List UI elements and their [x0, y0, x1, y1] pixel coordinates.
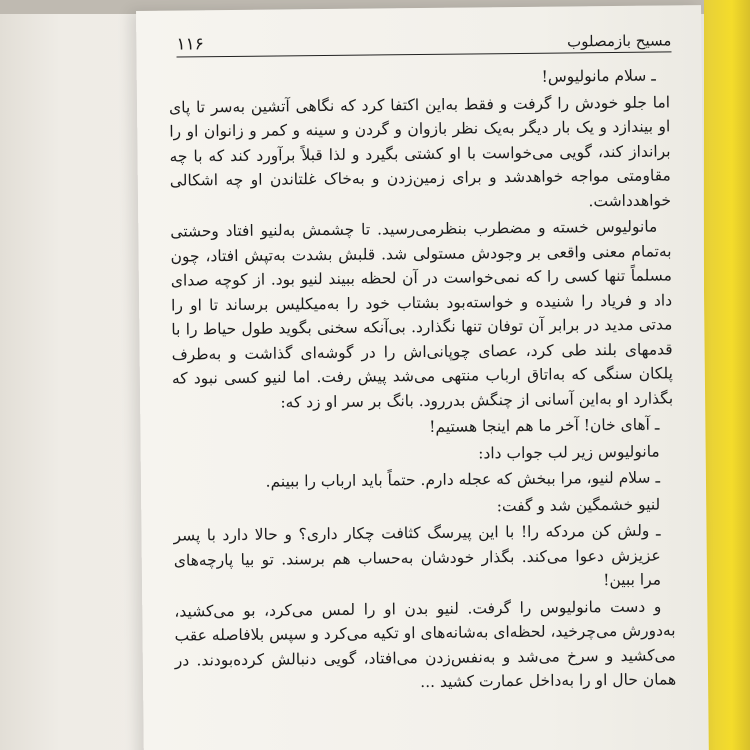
page-header [176, 19, 671, 57]
paragraph: ـ ولش کن مردکه را! با این پیرسگ کثافت چکار داری؟ و حالا دارد با پسر عزیزش دعوا می‌کند. بگذار خودشان به‌حساب هم برسند. تو بیا پارچه‌های مرا ببین! [173, 521, 662, 590]
paragraph: اما جلو خودش را گرفت و فقط به‌این اکتفا کرد که نگاهی آتشین به‌سر تا پای او بیندازد و یک بار دیگر به‌یک نظر بازوان و گردن و سینه و کمر و زانوان او را برانداز کند، گویی می‌خواست با او کشتی بگیرد و لذا قبلاً برآورد کند که با چه مقاومتی مواجه خواهدشد و برای زمین‌زدن و به‌خاک غلتاندن او چه اشکالی خواهدداشت. [168, 92, 672, 210]
page-body [169, 63, 677, 699]
yellow-book-edge [704, 0, 750, 750]
paragraph: ـ آهای خان! آخر ما هم اینجا هستیم! [429, 415, 660, 436]
page-number: ۱۱۶ [176, 34, 204, 55]
paragraph: و دست مانولیوس را گرفت. لنیو بدن او را لمس می‌کرد، بو می‌کشید، به‌دورش می‌چرخید، لحظه‌ای به‌شانه‌های او تکیه می‌کرد و سپس بلافاصله عقب می‌کشید و سرخ می‌شد و به‌نفس‌زدن می‌افتاد، گویی دنبالش کرده‌بودند. در همان حال او را به‌داخل عمارت کشید ... [174, 597, 677, 692]
paragraph: مانولیوس خسته و مضطرب بنظرمی‌رسید. تا چشمش به‌لنیو افتاد وحشتی به‌تمام معنی واقعی بر وجودش مستولی شد. قلبش بشدت به‌تپش افتاد، چون مسلماً تنها کسی را که نمی‌خواست در آن لحظه ببیند لنیو بود. از کوچه صدای داد و فریاد را شنیده و خواسته‌بود بشتاب خود را به‌میکلیس برساند تا او را مدتی مدید در برابر آن توفان تنها نگذارد. بی‌آنکه سخنی بگوید طول حیاط را با قدمهای بلند طی کرد، عصای چوپانی‌اش را در گوشه‌ای گذاشت و به‌طرف پلکان سنگی که به‌اتاق ارباب منتهی می‌شد پیش رفت. اما لنیو کسی نبود که بگذارد او به‌این آسانی از چنگش بدررود. بانگ بر سر او زد که: [170, 217, 674, 411]
paragraph: لنیو خشمگین شد و گفت: [496, 495, 661, 515]
paragraph: مانولیوس زیر لب جواب داد: [478, 442, 660, 462]
paragraph: ـ سلام مانولیوس! [541, 66, 656, 86]
running-title: مسیح بازمصلوب [567, 31, 672, 51]
paragraph: ـ سلام لنیو، مرا ببخش که عجله دارم. حتماً باید ارباب را ببینم. [265, 468, 661, 491]
book-page [136, 5, 709, 750]
